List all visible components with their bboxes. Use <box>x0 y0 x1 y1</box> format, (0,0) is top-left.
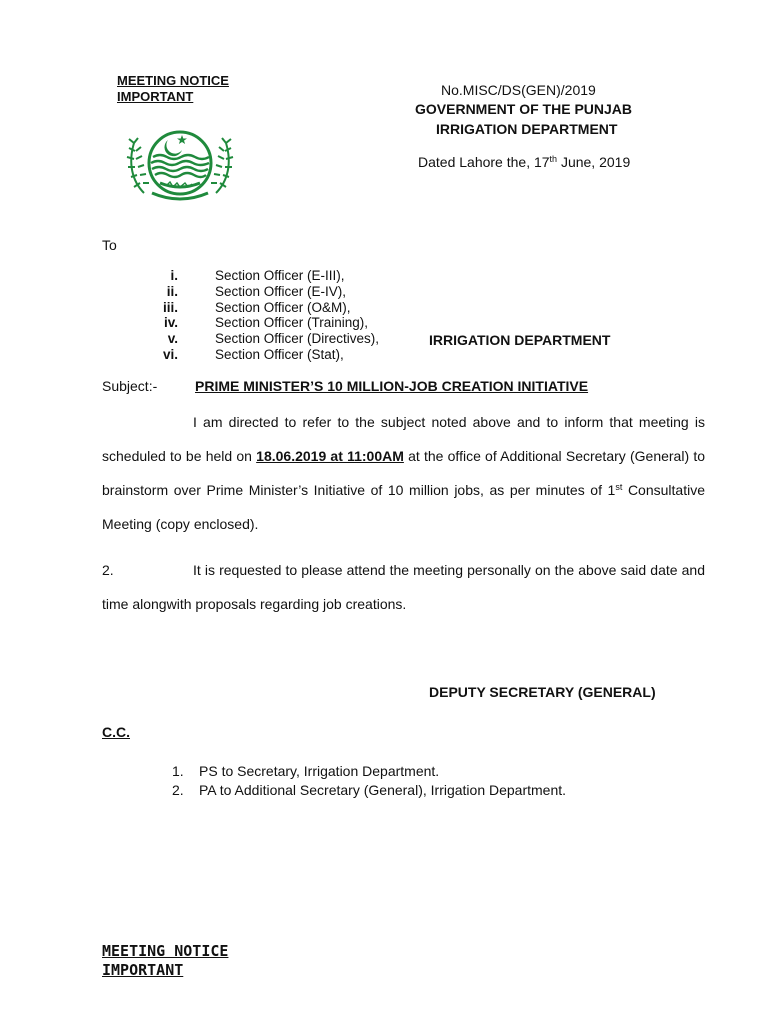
punjab-emblem-icon <box>122 123 238 203</box>
paragraph-number: 2. <box>102 562 114 578</box>
list-item-number: iii. <box>162 299 178 315</box>
meeting-notice-label: MEETING NOTICE <box>117 73 229 88</box>
ordinal-suffix: st <box>615 482 623 492</box>
list-item <box>150 331 410 347</box>
important-label: IMPORTANT <box>102 961 184 979</box>
dated-suffix: June, 2019 <box>557 154 631 170</box>
meeting-date: 18.06.2019 at 11:00AM <box>256 448 404 464</box>
meeting-notice-footer <box>102 942 228 980</box>
government-title: GOVERNMENT OF THE PUNJAB <box>415 101 633 117</box>
list-item-number: i. <box>170 268 178 283</box>
list-item-text: Section Officer (Training), <box>215 315 369 331</box>
subject-text: PRIME MINISTER’S 10 MILLION-JOB CREATION INITIATIVE <box>195 378 589 394</box>
list-item-text: Section Officer (E-III), <box>215 268 345 283</box>
list-item-number: v. <box>167 331 178 347</box>
list-item-number: vi. <box>162 346 178 362</box>
paragraph-text: Consultative Meeting (copy enclosed). <box>102 482 705 532</box>
list-item-number: 1. <box>172 763 184 779</box>
dated-prefix: Dated Lahore the, 17 <box>418 154 550 170</box>
list-item-text: PA to Additional Secretary (General), Irrigation Department. <box>199 782 567 798</box>
signatory-title: DEPUTY SECRETARY (GENERAL) <box>429 684 656 700</box>
dated-ordinal: th <box>549 154 558 164</box>
meeting-notice-label: MEETING NOTICE <box>102 942 229 960</box>
to-label: To <box>102 237 117 253</box>
list-item-text: PS to Secretary, Irrigation Department. <box>199 763 440 779</box>
body-paragraph-2 <box>102 553 705 621</box>
cc-list <box>172 762 566 800</box>
cc-label: C.C. <box>102 724 130 740</box>
list-item <box>150 268 410 284</box>
recipient-list <box>150 268 410 363</box>
list-item <box>150 315 410 331</box>
list-item <box>172 781 566 800</box>
list-item-text: Section Officer (E-IV), <box>215 283 347 299</box>
body-paragraph-1 <box>102 405 705 541</box>
dated-line <box>418 154 630 170</box>
subject-label: Subject:- <box>102 378 158 394</box>
list-item <box>172 762 566 781</box>
meeting-notice-header <box>117 73 229 105</box>
list-item-text: Section Officer (O&M), <box>215 299 351 315</box>
important-label: IMPORTANT <box>117 89 194 104</box>
list-item <box>150 300 410 316</box>
recipient-department: IRRIGATION DEPARTMENT <box>429 332 611 348</box>
paragraph-text: It is requested to please attend the meeting personally on the above said date and time alongwith proposals regarding job creations. <box>102 562 705 612</box>
list-item-text: Section Officer (Stat), <box>215 346 344 362</box>
paragraph-text: I am directed to refer to the subject noted above and to inform that meeting is scheduled to be held on <box>102 414 705 464</box>
paragraph-text: at the office of Additional Secretary (General) to brainstorm over Prime Minister’s Initiative of 10 million jobs, as per minutes of 1 <box>102 448 705 498</box>
list-item <box>150 284 410 300</box>
list-item-text: Section Officer (Directives), <box>215 331 380 347</box>
reference-number: No.MISC/DS(GEN)/2019 <box>441 82 596 98</box>
list-item <box>150 347 410 363</box>
list-item-number: ii. <box>166 283 178 299</box>
list-item-number: 2. <box>172 782 184 798</box>
department-title: IRRIGATION DEPARTMENT <box>436 121 618 137</box>
list-item-number: iv. <box>163 315 178 331</box>
